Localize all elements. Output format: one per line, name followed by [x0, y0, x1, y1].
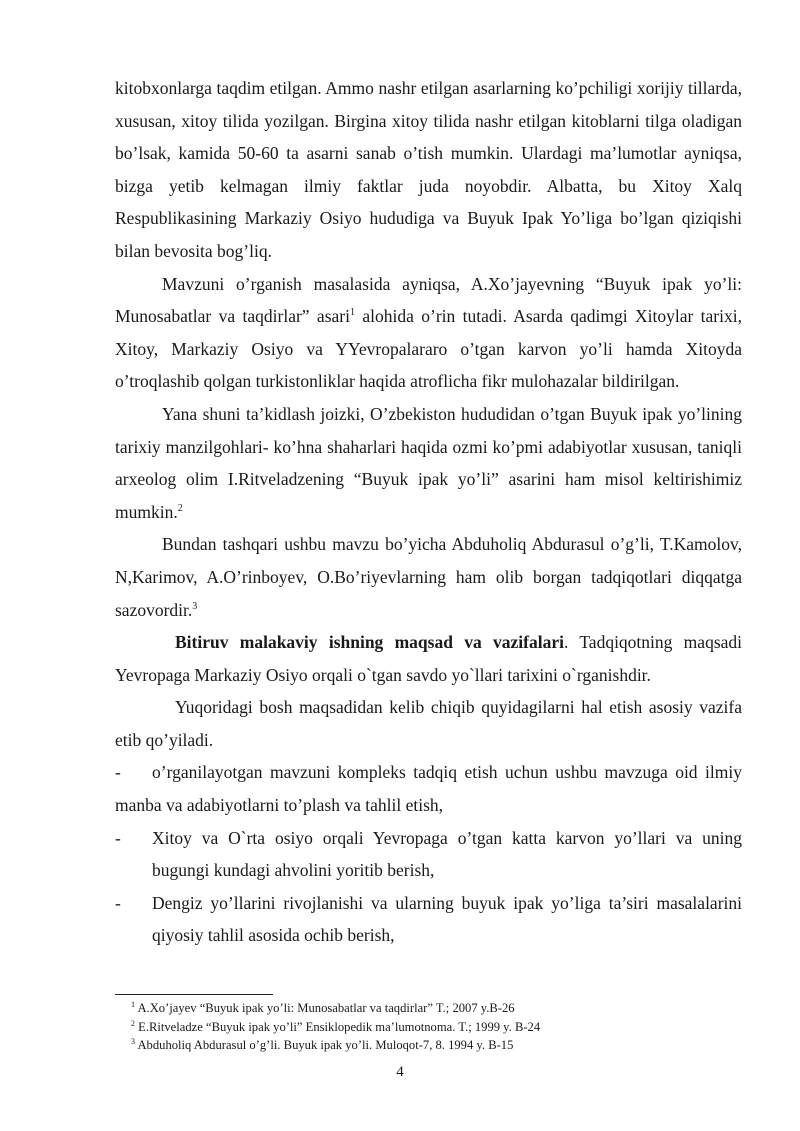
- footnote-separator: [115, 994, 273, 995]
- body-text: [115, 72, 742, 952]
- footnote-ref-3[interactable]: 3: [192, 600, 198, 612]
- footnote-text: E.Ritveladze “Buyuk ipak yo’li” Ensiklopedik ma’lumotnoma. T.; 1999 y. B-24: [135, 1019, 541, 1034]
- section-heading-goals: Bitiruv malakaviy ishning maqsad va vazifalari: [175, 632, 564, 653]
- footnote-number: 2: [131, 1018, 135, 1028]
- paragraph-goals: [115, 626, 742, 691]
- footnote-ref-1[interactable]: 1: [349, 307, 355, 319]
- list-dash: -: [115, 892, 121, 913]
- list-item-text: Xitoy va O`rta osiyo orqali Yevropaga o’tgan katta karvon yo’llari va uning bugungi kundagi ahvolini yoritib berish,: [152, 827, 742, 881]
- footnote-number: 1: [131, 999, 135, 1009]
- footnote-3: [131, 1036, 742, 1055]
- list-item-3: [115, 887, 742, 952]
- list-item-text: Dengiz yo’llarini rivojlanishi va ularning buyuk ipak yo’liga ta’siri masalalarini qiyosiy tahlil asosida ochib berish,: [152, 892, 742, 946]
- paragraph-researchers: [115, 528, 742, 626]
- list-dash: -: [115, 827, 121, 848]
- paragraph-tasks: Yuqoridagi bosh maqsadidan kelib chiqib quyidagilarni hal etish asosiy vazifa etib qo’yiladi.: [115, 697, 742, 750]
- footnotes: [131, 999, 742, 1055]
- paragraph-text: Mavzuni o’rganish masalasida ayniqsa, A.Xo’jayevning “Buyuk ipak yo’li: Munosabatlar va taqdirlar” asari: [115, 273, 742, 327]
- paragraph-intro: kitobxonlarga taqdim etilgan. Ammo nashr etilgan asarlarning ko’pchiligi xorijiy tillarda, xususan, xitoy tilida yozilgan. Birgina xitoy tilida nashr etilgan kitoblarni tilga oladigan bo’lsak, kamida 50-60 ta asarni sanab o’tish mumkin. Ulardagi ma’lumotlar ayniqsa, bizga yetib kelmagan ilmiy faktlar juda noyobdir. Albatta, bu Xitoy Xalq Respublikasining Markaziy Osiyo hududiga va Buyuk Ipak Yo’liga bo’lgan qiziqishi bilan bevosita bog’liq.: [115, 78, 742, 261]
- paragraph-text: Bundan tashqari ushbu mavzu bo’yicha Abduholiq Abdurasul o’g’li, T.Kamolov, N,Karimov, A.O’rinboyev, O.Bo’riyevlarning ham olib borgan tadqiqotlari diqqatga sazovordir.: [115, 534, 742, 620]
- footnote-number: 3: [131, 1036, 135, 1046]
- footnote-2: [131, 1018, 742, 1037]
- paragraph-ritveladze: [115, 398, 742, 528]
- footnote-text: A.Xo’jayev “Buyuk ipak yo’li: Munosabatlar va taqdirlar” T.; 2007 y.B-26: [135, 1001, 515, 1015]
- page-number: 4: [396, 1064, 404, 1080]
- paragraph-text: . Tadqiqotning maqsadi Yevropaga Markaziy Osiyo orqali o`tgan savdo yo`llari tarixini o`rganishdir.: [115, 632, 743, 685]
- list-item-1: [115, 756, 742, 821]
- paragraph-text: alohida o’rin tutadi. Asarda qadimgi Xitoylar tarixi, Xitoy, Markaziy Osiyo va YYevropalararo o’tgan karvon yo’li hamda Xitoyda o’troqlashib qolgan turkistonliklar haqida atroflicha fikr mulohazalar bildirilgan.: [115, 306, 742, 392]
- footnote-text: Abduholiq Abdurasul o’g’li. Buyuk ipak yo’li. Muloqot-7, 8. 1994 y. B-15: [135, 1038, 514, 1052]
- paragraph-text: Yana shuni ta’kidlash joizki, O’zbekiston hududidan o’tgan Buyuk ipak yo’lining tarixiy manzilgohlari- ko’hna shaharlari haqida ozmi ko’pmi adabiyotlar xususan, taniqli arxeolog olim I.Ritveladzening “Buyuk ipak yo’li” asarini ham misol keltirishimiz mumkin.: [115, 403, 742, 522]
- footnote-ref-2[interactable]: 2: [177, 502, 183, 514]
- paragraph-xojayev: [115, 268, 742, 398]
- footnote-1: [131, 999, 742, 1018]
- list-item-2: [115, 822, 742, 887]
- list-dash: -: [115, 762, 121, 783]
- list-item-text: o’rganilayotgan mavzuni kompleks tadqiq etish uchun ushbu mavzuga oid ilmiy manba va adabiyotlarni to’plash va tahlil etish,: [115, 762, 742, 816]
